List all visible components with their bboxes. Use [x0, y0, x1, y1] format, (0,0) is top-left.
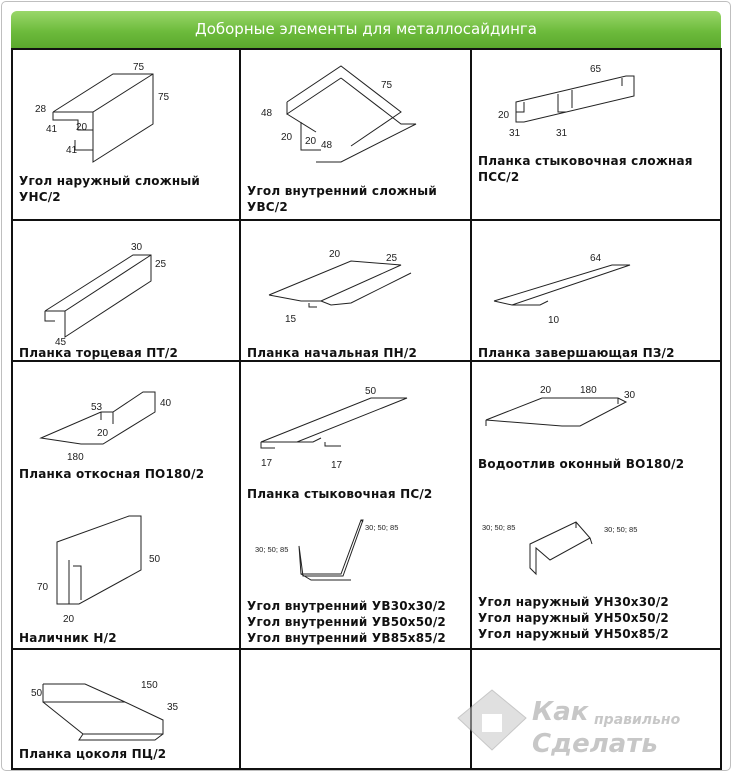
caption-line: ПСС/2 — [478, 170, 520, 184]
dim-label: 20 — [76, 122, 88, 133]
dim-label: 41 — [66, 145, 78, 156]
caption-line: Угол внутренний УВ30х30/2 — [247, 599, 446, 613]
item-caption — [19, 345, 178, 361]
item-cell-pss — [472, 50, 720, 219]
dim-label: 25 — [386, 253, 398, 264]
item-cell-ps — [241, 362, 470, 510]
item-cell-uvs — [241, 50, 470, 219]
dim-label: 35 — [167, 702, 179, 713]
caption-line: Планка торцевая ПТ/2 — [19, 346, 178, 360]
caption-line: Планка цоколя ПЦ/2 — [19, 747, 167, 761]
item-caption — [19, 466, 204, 482]
caption-line: Наличник Н/2 — [19, 631, 117, 645]
item-caption — [247, 345, 417, 361]
item-cell-un — [472, 508, 720, 648]
dim-label: 20 — [281, 132, 293, 143]
dim-label: 45 — [55, 337, 67, 348]
profile-drawing-pss — [472, 50, 720, 219]
dim-label: 64 — [590, 253, 602, 264]
caption-line: УНС/2 — [19, 190, 61, 204]
dim-label: 50 — [31, 688, 43, 699]
dim-label: 30 — [624, 390, 636, 401]
profile-drawing-vo180 — [472, 362, 720, 502]
caption-line: Планка откосная ПО180/2 — [19, 467, 205, 481]
dim-label: 53 — [91, 402, 103, 413]
item-cell-pz — [472, 221, 720, 360]
dim-label: 20 — [540, 385, 552, 396]
dim-label: 28 — [35, 104, 47, 115]
item-cell-uv — [241, 508, 470, 648]
dim-label: 50 — [149, 554, 161, 565]
caption-line: Угол наружный УН50х85/2 — [478, 627, 669, 641]
watermark-logo — [448, 680, 728, 768]
caption-line: УВС/2 — [247, 200, 288, 214]
dim-label: 31 — [509, 128, 521, 139]
dim-label: 20 — [498, 110, 510, 121]
profile-drawing-pz — [472, 221, 720, 360]
item-cell-n — [13, 508, 239, 648]
dim-label: 40 — [160, 398, 172, 409]
dim-label: 20 — [97, 428, 109, 439]
dim-label: 31 — [556, 128, 568, 139]
caption-line: Планка стыковочная сложная — [478, 154, 693, 168]
dim-label: 20 — [63, 614, 75, 625]
item-cell-po180 — [13, 362, 239, 502]
watermark-text: Как — [532, 697, 589, 727]
dim-label: 48 — [261, 108, 273, 119]
item-caption — [19, 173, 200, 205]
item-caption — [247, 486, 432, 502]
item-cell-pt — [13, 221, 239, 360]
caption-line: Угол наружный УН30х30/2 — [478, 595, 669, 609]
dim-label: 30; 50; 85 — [365, 523, 399, 532]
watermark-text: Сделать — [532, 729, 658, 759]
item-caption — [478, 456, 684, 472]
dim-label: 180 — [580, 385, 597, 396]
caption-line: Угол внутренний сложный — [247, 184, 437, 198]
profile-drawing-n — [13, 508, 239, 648]
item-caption — [478, 153, 693, 185]
dim-label: 17 — [331, 460, 343, 471]
item-cell-vo180 — [472, 362, 720, 502]
dim-label: 30; 50; 85 — [255, 545, 289, 554]
caption-line: Планка стыковочная ПС/2 — [247, 487, 433, 501]
dim-label: 20 — [305, 136, 317, 147]
dim-label: 30; 50; 85 — [604, 525, 638, 534]
dim-label: 30 — [131, 242, 143, 253]
dim-label: 48 — [321, 140, 333, 151]
dim-label: 30; 50; 85 — [482, 523, 516, 532]
item-caption — [19, 746, 166, 762]
dim-label: 75 — [381, 80, 393, 91]
dim-label: 17 — [261, 458, 273, 469]
dim-label: 20 — [329, 249, 341, 260]
item-caption — [478, 594, 669, 642]
caption-line: Угол внутренний УВ85х85/2 — [247, 631, 446, 645]
caption-line: Угол наружный УН50х50/2 — [478, 611, 669, 625]
item-caption — [247, 183, 437, 215]
dim-label: 75 — [158, 92, 170, 103]
caption-line: Угол наружный сложный — [19, 174, 201, 188]
profile-drawing-pt — [13, 221, 239, 360]
dim-label: 150 — [141, 680, 158, 691]
watermark-text: правильно — [594, 712, 681, 728]
dim-label: 15 — [285, 314, 297, 325]
dim-label: 50 — [365, 386, 377, 397]
dim-label: 65 — [590, 64, 602, 75]
item-caption — [478, 345, 675, 361]
dim-label: 180 — [67, 452, 84, 463]
caption-line: Угол внутренний УВ50х50/2 — [247, 615, 446, 629]
item-cell-uns — [13, 50, 239, 219]
item-cell-pc — [13, 650, 239, 768]
caption-line: Планка завершающая ПЗ/2 — [478, 346, 675, 360]
caption-line: Планка начальная ПН/2 — [247, 346, 418, 360]
item-caption — [247, 598, 446, 646]
dim-label: 10 — [548, 315, 560, 326]
profile-drawing-pn — [241, 221, 470, 360]
dim-label: 70 — [37, 582, 49, 593]
dim-label: 25 — [155, 259, 167, 270]
dim-label: 75 — [133, 62, 145, 73]
caption-line: Водоотлив оконный ВО180/2 — [478, 457, 685, 471]
dim-label: 41 — [46, 124, 58, 135]
elements-table — [11, 48, 722, 770]
page-title: Доборные элементы для металлосайдинга — [11, 11, 721, 48]
item-cell-pn — [241, 221, 470, 360]
item-caption — [19, 630, 117, 646]
